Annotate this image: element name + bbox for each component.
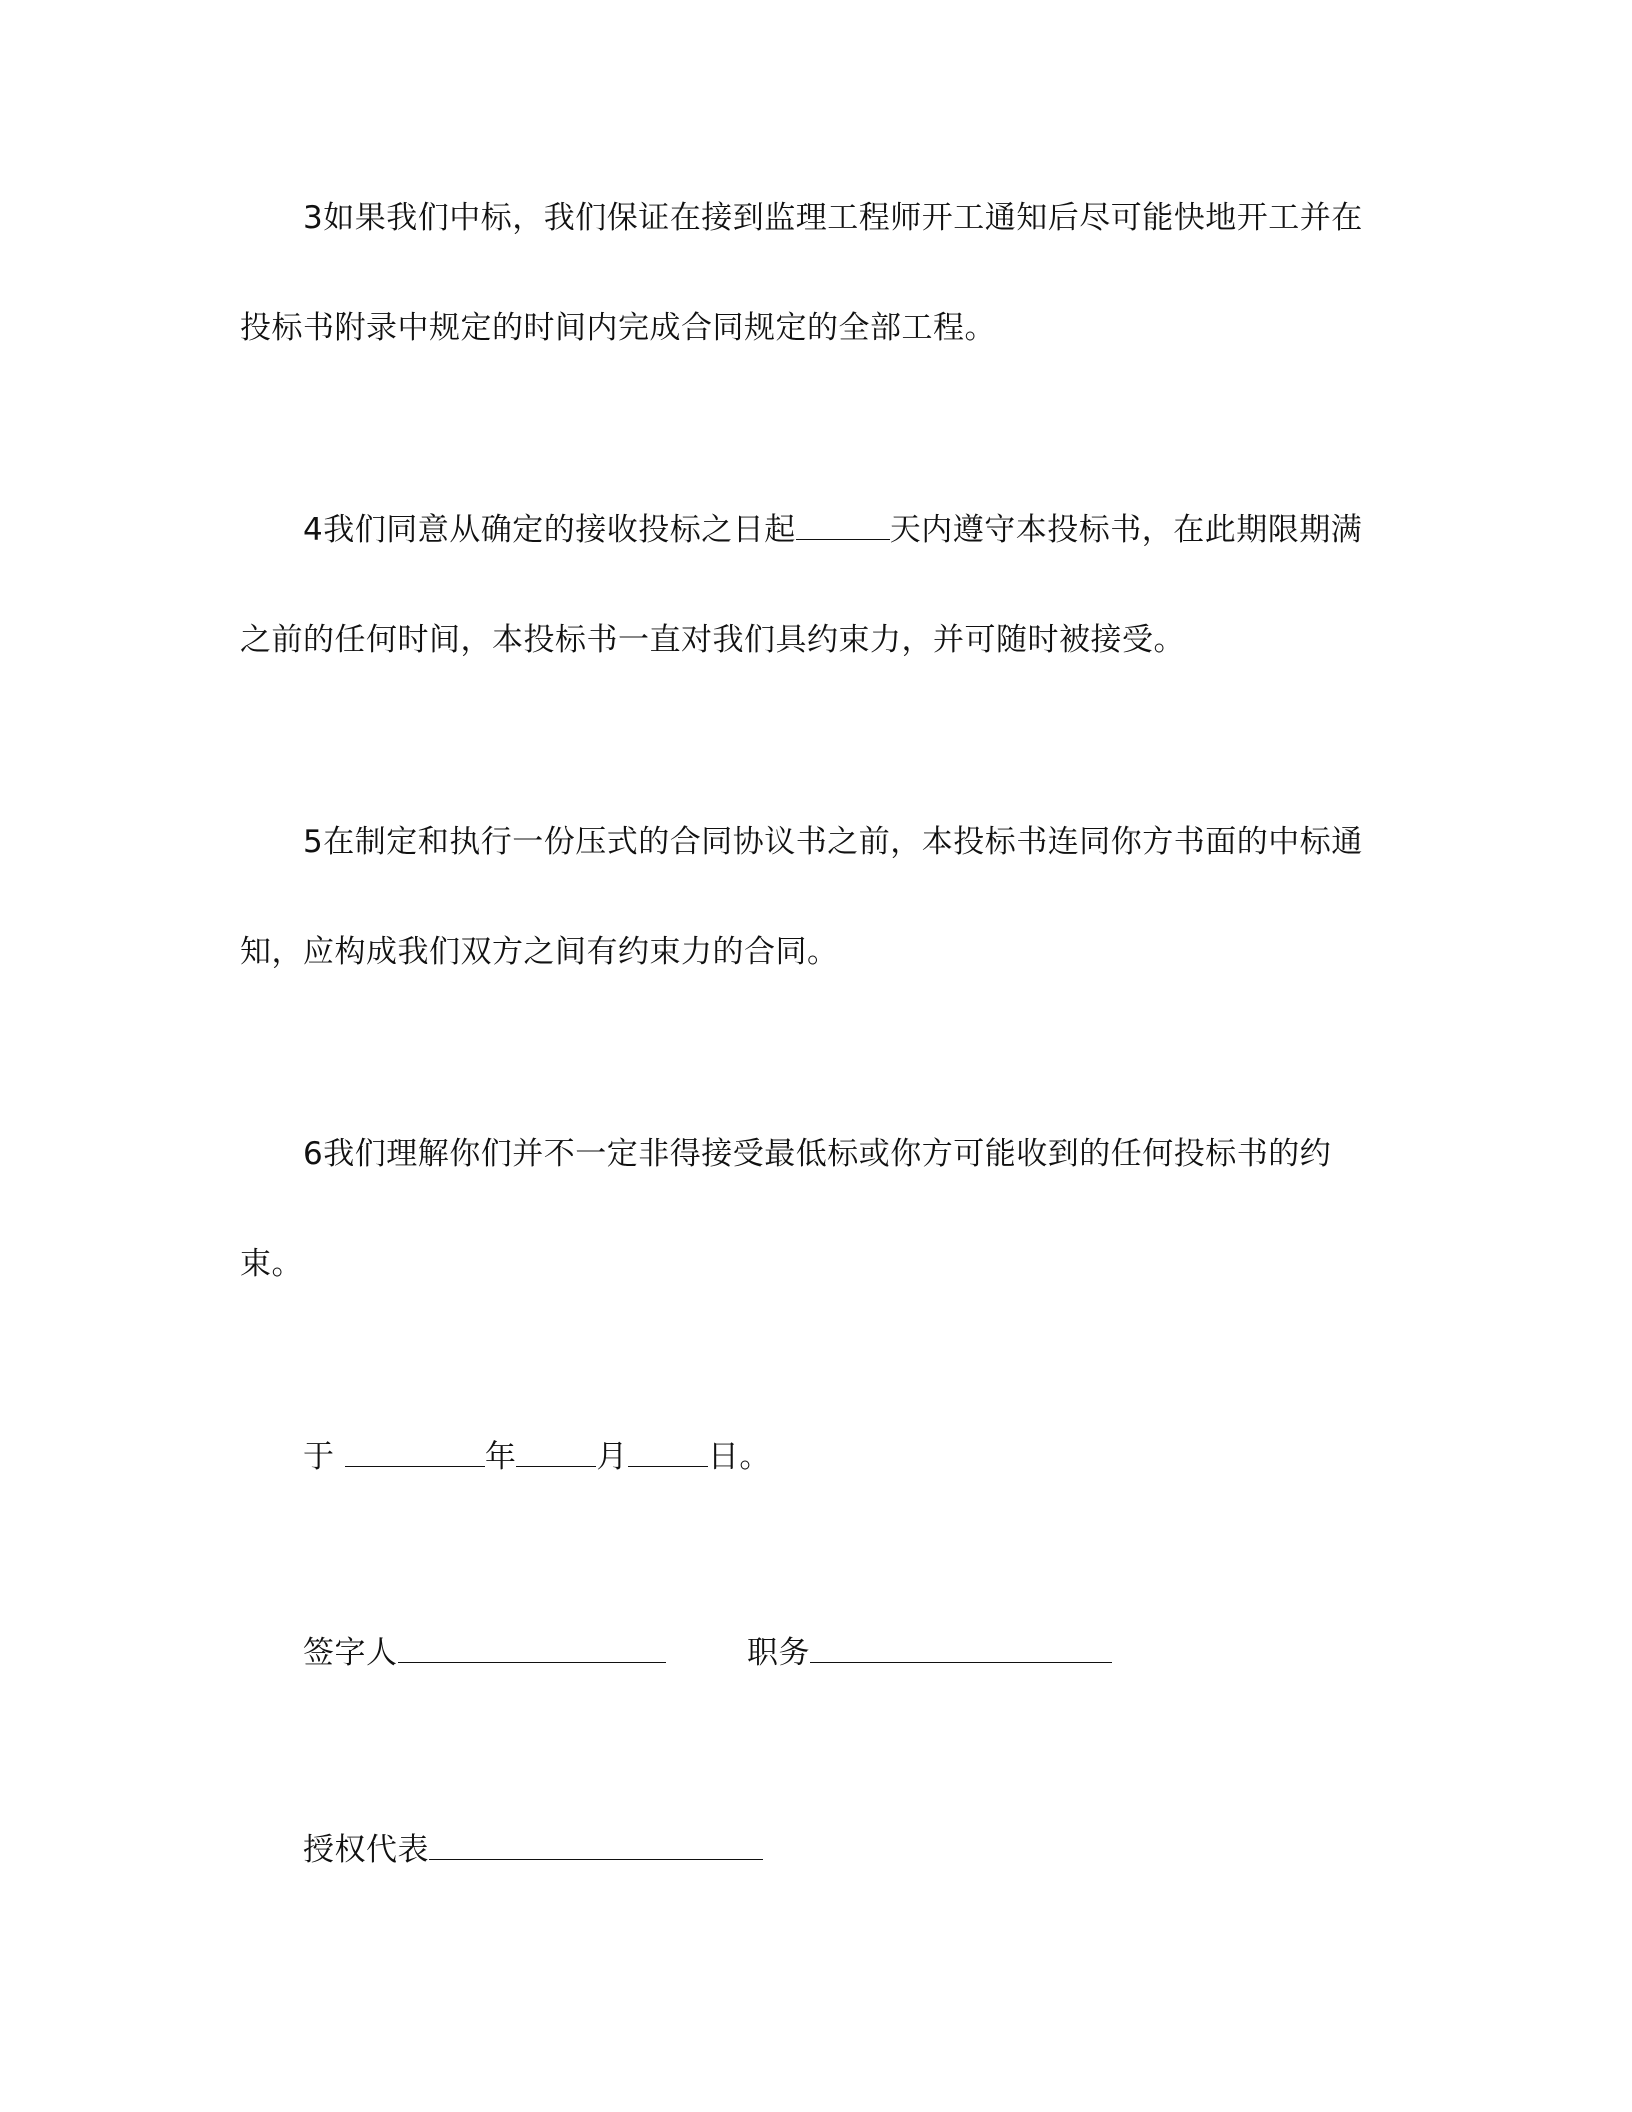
signer-line <box>303 1633 666 1673</box>
year-label: 年 <box>484 1439 517 1475</box>
paragraph-6-line-1: 6我们理解你们并不一定非得接受最低标或你方可能收到的任何投标书的约 <box>303 1136 1332 1172</box>
paragraph-4-text-before-blank: 4我们同意从确定的接收投标之日起 <box>303 512 796 548</box>
paragraph-5-line-1: 5在制定和执行一份压式的合同协议书之前，本投标书连同你方书面的中标通 <box>303 824 1363 860</box>
month-blank[interactable] <box>516 1440 596 1467</box>
signer-blank[interactable] <box>398 1636 666 1663</box>
position-label: 职务 <box>747 1635 810 1671</box>
representative-label: 授权代表 <box>303 1832 429 1868</box>
paragraph-3-line-2: 投标书附录中规定的时间内完成合同规定的全部工程。 <box>240 310 996 346</box>
signer-label: 签字人 <box>303 1635 398 1671</box>
paragraph-3-line-1: 3如果我们中标，我们保证在接到监理工程师开工通知后尽可能快地开工并在 <box>303 200 1363 236</box>
representative-blank[interactable] <box>429 1833 763 1860</box>
paragraph-5-line-2: 知，应构成我们双方之间有约束力的合同。 <box>240 934 839 970</box>
position-line <box>747 1633 1112 1673</box>
year-blank[interactable] <box>345 1440 485 1467</box>
paragraph-4-line-2: 之前的任何时间，本投标书一直对我们具约束力，并可随时被接受。 <box>240 622 1185 658</box>
paragraph-4-text-after-blank: 天内遵守本投标书，在此期限期满 <box>889 512 1363 548</box>
month-label: 月 <box>596 1439 628 1475</box>
days-blank[interactable] <box>796 513 890 540</box>
position-blank[interactable] <box>810 1636 1112 1663</box>
paragraph-6-line-2: 束。 <box>240 1246 303 1282</box>
day-label: 日。 <box>707 1439 771 1475</box>
date-line <box>303 1437 771 1477</box>
day-blank[interactable] <box>628 1440 708 1467</box>
representative-line <box>303 1830 763 1870</box>
date-prefix: 于 <box>303 1439 335 1475</box>
paragraph-4-line-1 <box>303 510 1362 550</box>
